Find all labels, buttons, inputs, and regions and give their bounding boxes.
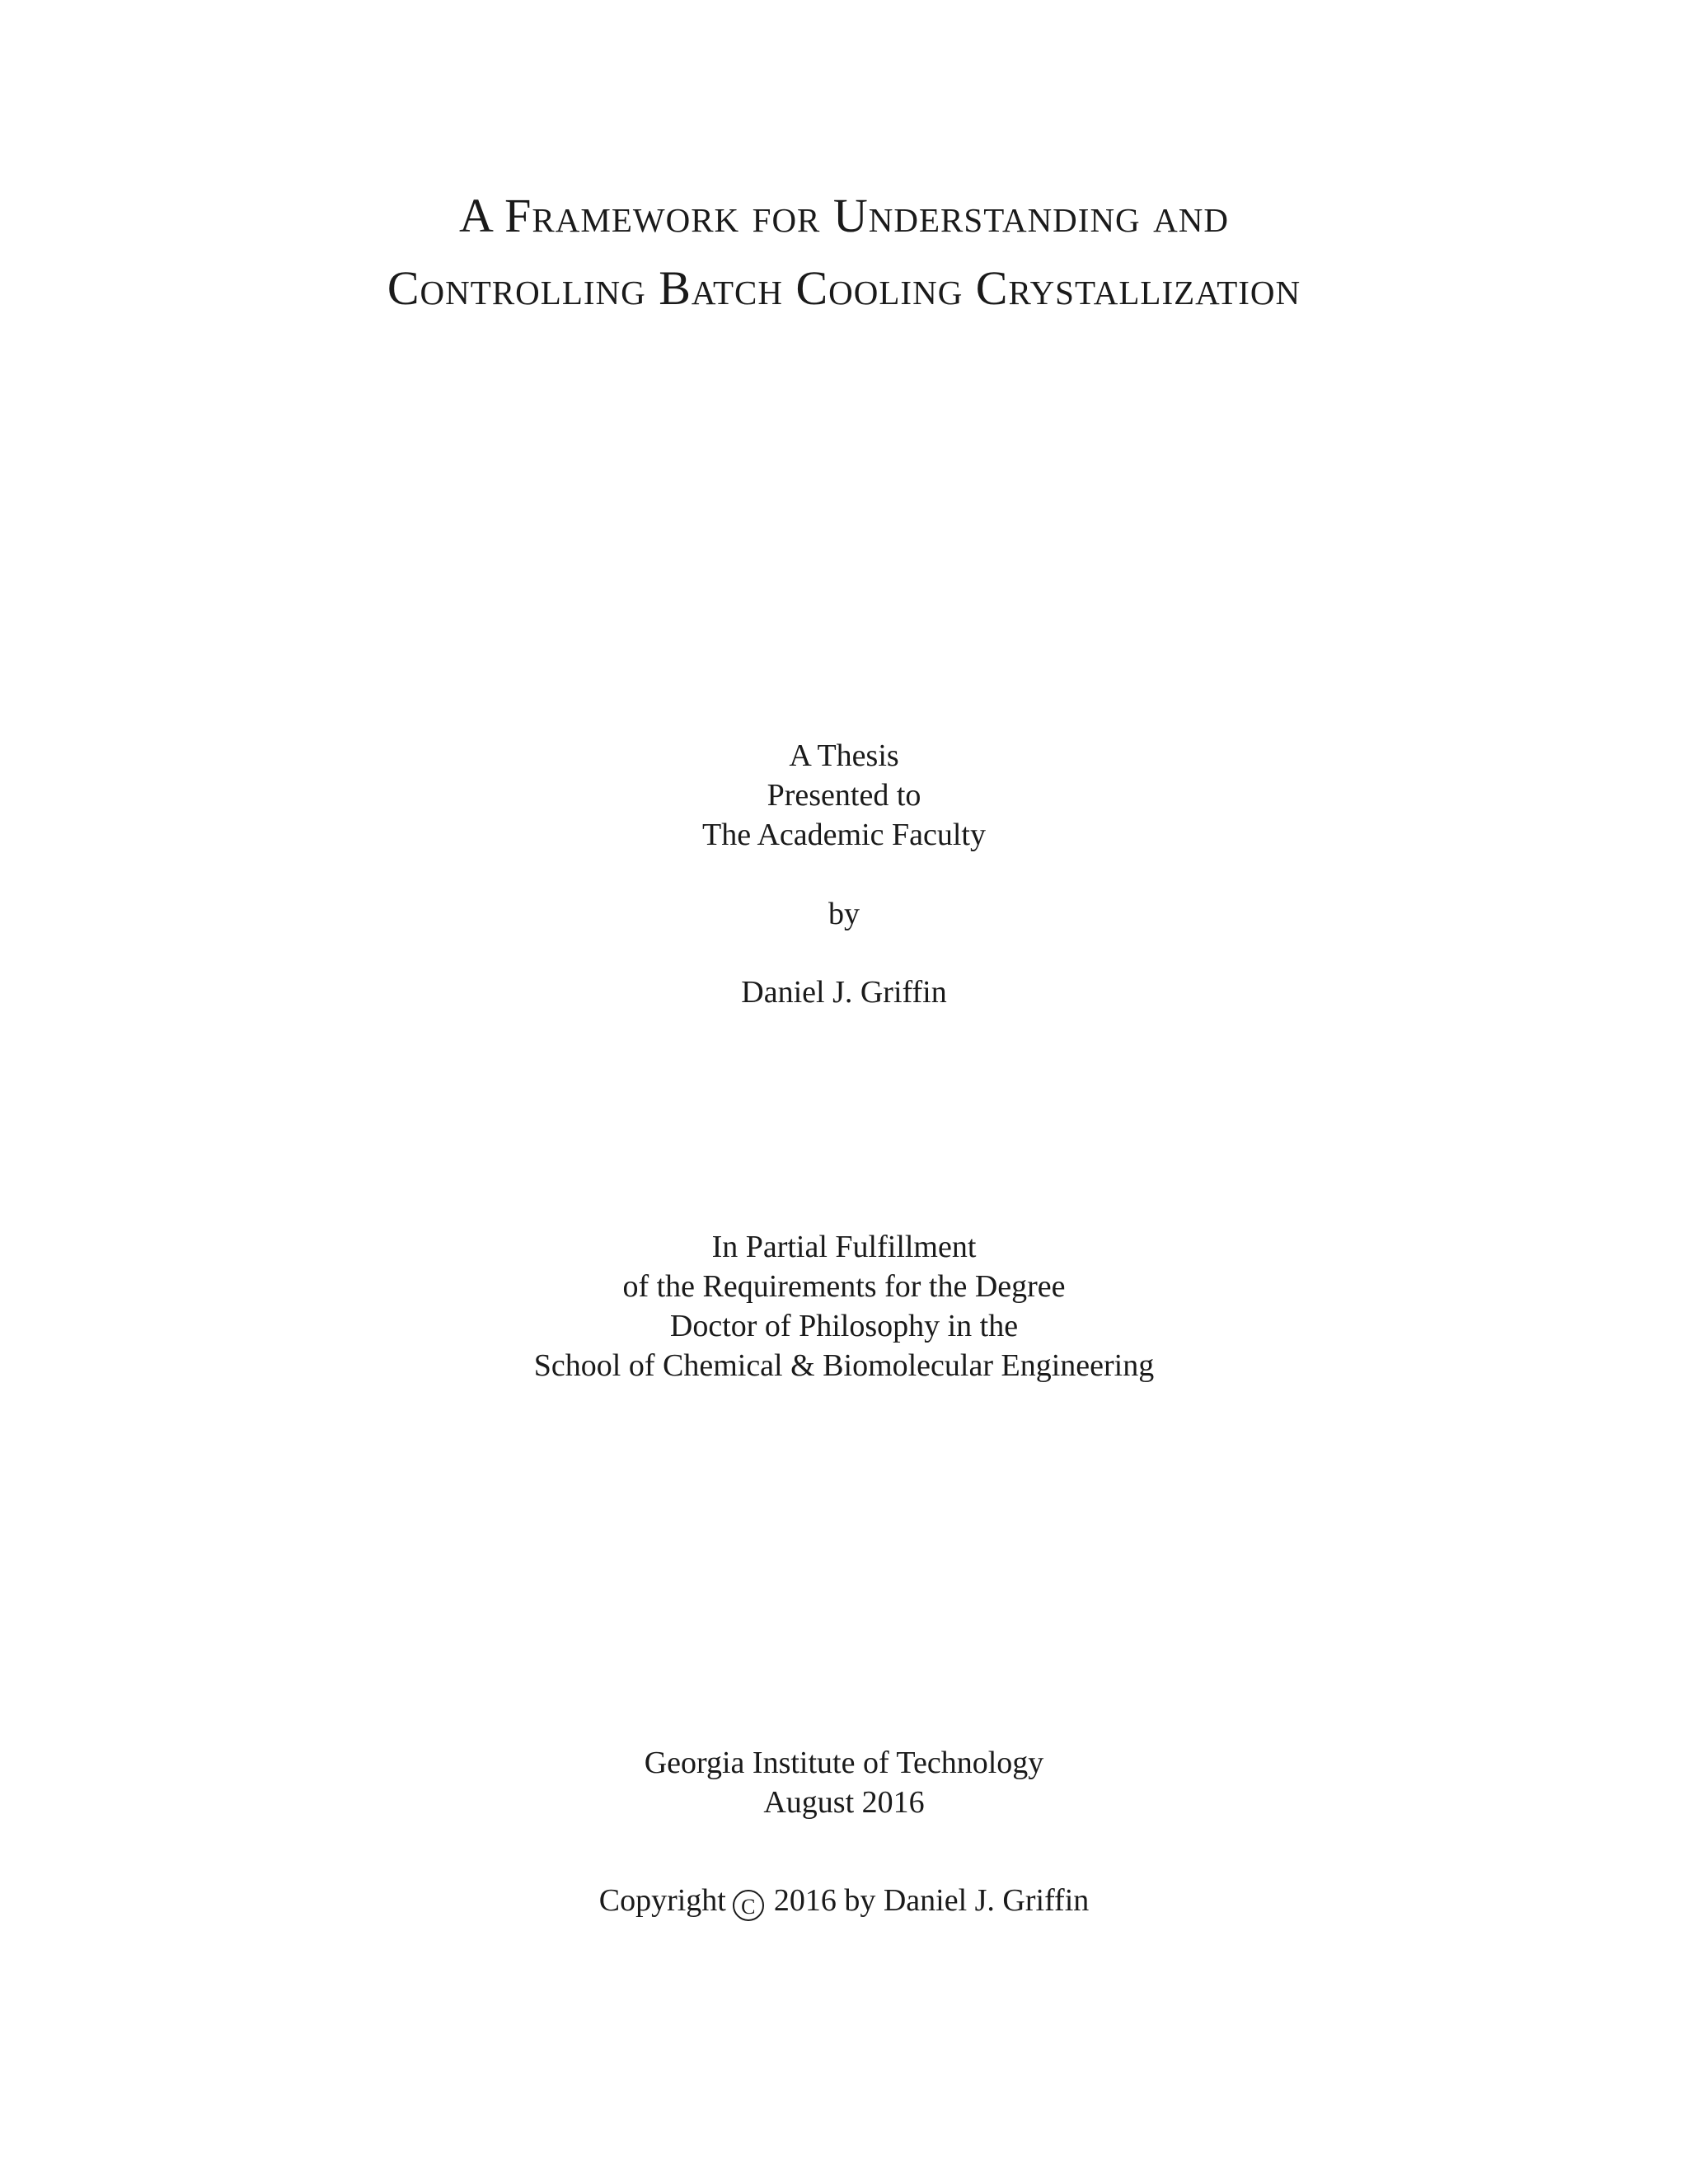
presentation-line-3: The Academic Faculty <box>702 818 986 852</box>
presentation-line-2: Presented to <box>767 778 921 813</box>
thesis-title <box>0 180 1688 325</box>
degree-statement <box>0 1227 1688 1385</box>
presentation-statement <box>0 736 1688 855</box>
author-text: Daniel J. Griffin <box>741 975 947 1010</box>
institution-block <box>0 1743 1688 1822</box>
copyright-notice <box>0 1881 1688 1921</box>
degree-line-2: of the Requirements for the Degree <box>622 1269 1066 1304</box>
author-name <box>0 972 1688 1012</box>
thesis-title-line-2: Controlling Batch Cooling Crystallization <box>387 261 1301 315</box>
degree-line-4: School of Chemical & Biomolecular Engineering <box>533 1348 1155 1383</box>
thesis-title-line-1: A Framework for Understanding and <box>458 189 1229 242</box>
copyright-suffix: 2016 by Daniel J. Griffin <box>773 1883 1090 1918</box>
institution-name: Georgia Institute of Technology <box>644 1746 1044 1780</box>
degree-line-1: In Partial Fulfillment <box>711 1230 977 1264</box>
submission-date: August 2016 <box>763 1785 925 1820</box>
by-label <box>0 894 1688 934</box>
presentation-line-1: A Thesis <box>789 738 899 773</box>
copyright-prefix: Copyright <box>598 1883 726 1918</box>
copyright-line <box>0 1881 1688 1921</box>
copyright-icon: C <box>733 1890 764 1921</box>
degree-line-3: Doctor of Philosophy in the <box>669 1309 1019 1343</box>
by-text: by <box>828 897 860 931</box>
